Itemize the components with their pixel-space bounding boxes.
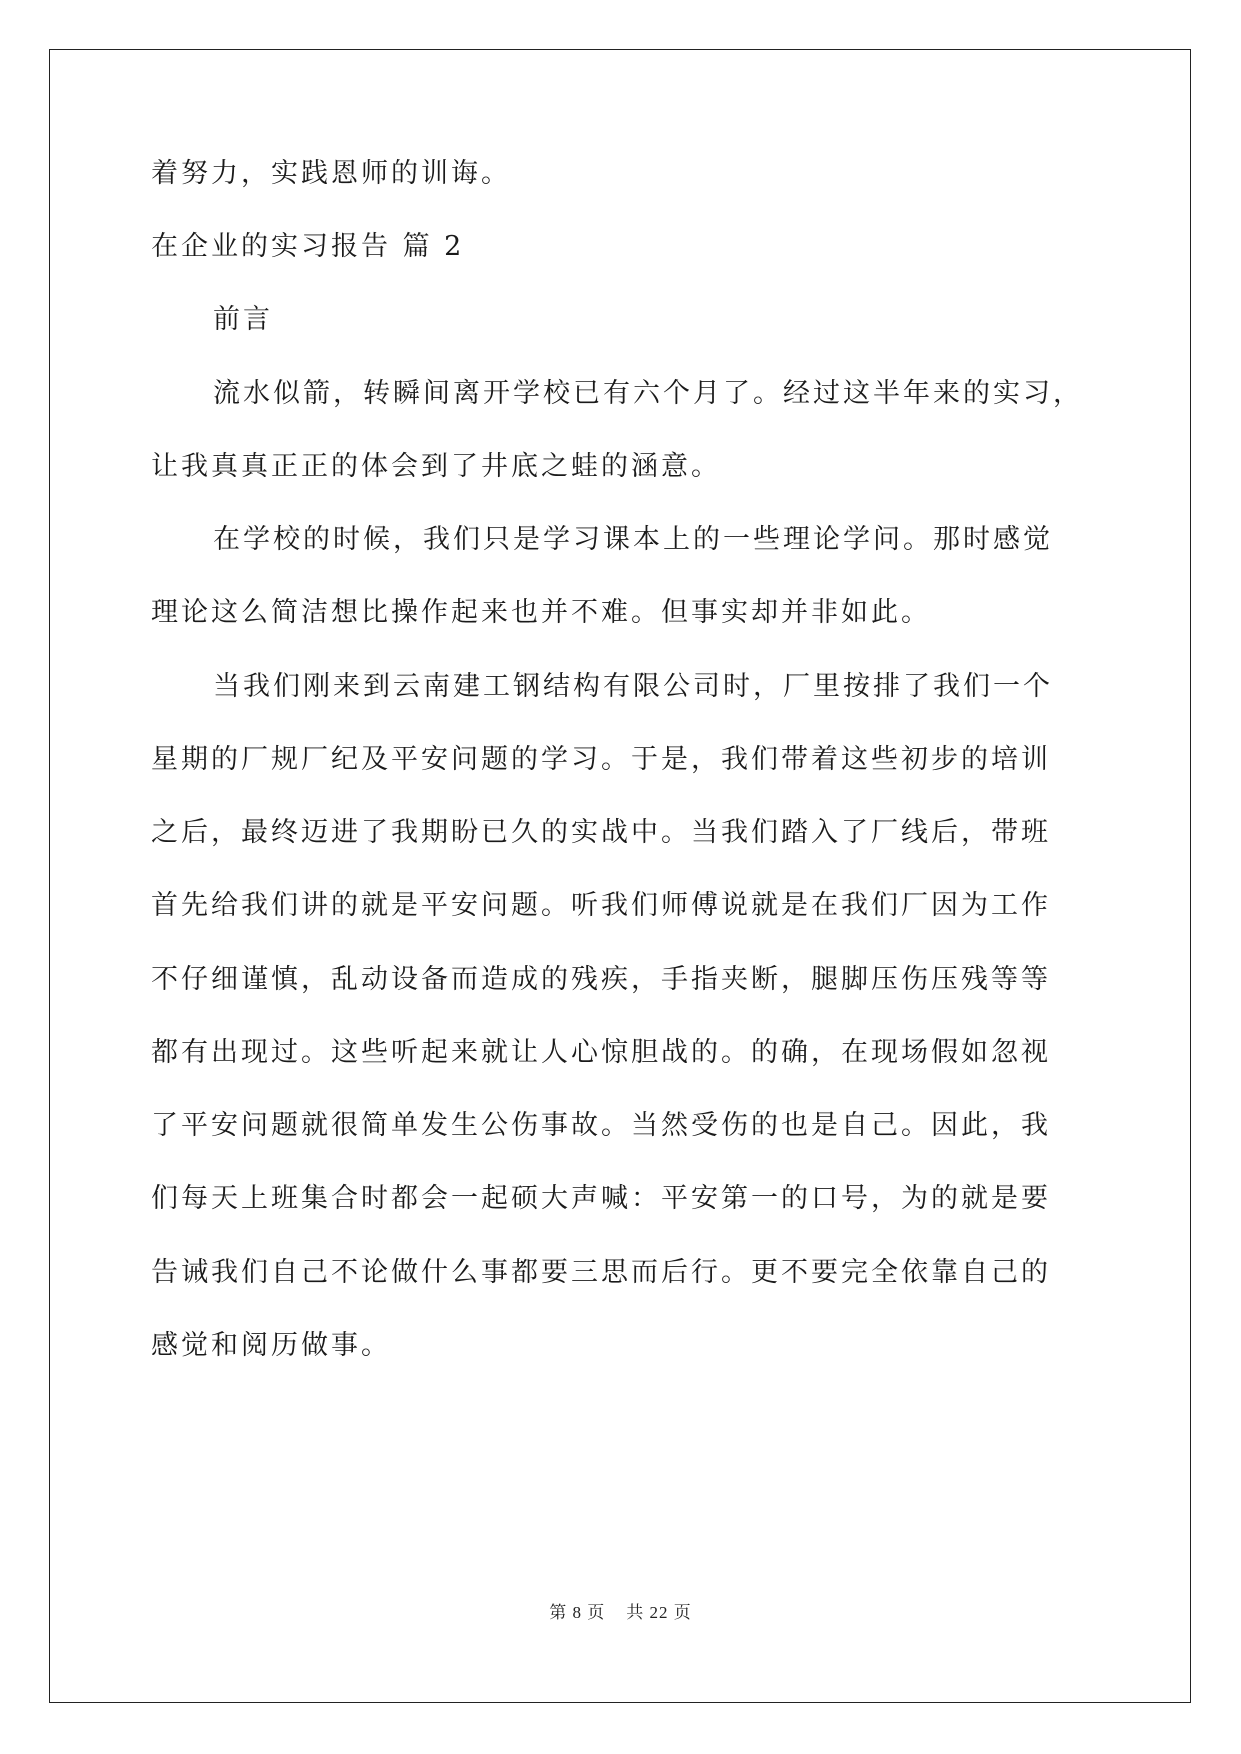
page-border [49, 49, 1191, 1703]
body-line: 了平安问题就很简单发生公伤事故。当然受伤的也是自己。因此，我 [151, 1110, 1051, 1141]
body-line: 之后，最终迈进了我期盼已久的实战中。当我们踏入了厂线后，带班 [151, 817, 1051, 848]
body-line: 让我真真正正的体会到了井底之蛙的涵意。 [151, 451, 721, 482]
body-line: 着努力，实践恩师的训诲。 [151, 158, 511, 189]
page-footer [0, 1598, 1241, 1623]
subheading-preface: 前言 [213, 304, 273, 335]
page-total: 共 22 页 [626, 1603, 692, 1622]
body-line: 在学校的时候，我们只是学习课本上的一些理论学问。那时感觉 [213, 524, 1053, 555]
section-heading: 在企业的实习报告 篇 2 [151, 231, 465, 262]
body-line: 告诫我们自己不论做什么事都要三思而后行。更不要完全依靠自己的 [151, 1257, 1051, 1288]
body-line: 星期的厂规厂纪及平安问题的学习。于是，我们带着这些初步的培训 [151, 744, 1051, 775]
body-line: 感觉和阅历做事。 [151, 1330, 391, 1361]
body-line: 当我们刚来到云南建工钢结构有限公司时，厂里按排了我们一个 [213, 671, 1053, 702]
body-line: 流水似箭，转瞬间离开学校已有六个月了。经过这半年来的实习， [213, 378, 1083, 409]
body-line: 理论这么简洁想比操作起来也并不难。但事实却并非如此。 [151, 597, 931, 628]
page-number: 第 8 页 [549, 1603, 606, 1622]
body-line: 们每天上班集合时都会一起硕大声喊：平安第一的口号，为的就是要 [151, 1183, 1051, 1214]
body-line: 都有出现过。这些听起来就让人心惊胆战的。的确，在现场假如忽视 [151, 1037, 1051, 1068]
body-line: 不仔细谨慎，乱动设备而造成的残疾，手指夹断，腿脚压伤压残等等 [151, 964, 1051, 995]
body-line: 首先给我们讲的就是平安问题。听我们师傅说就是在我们厂因为工作 [151, 890, 1051, 921]
